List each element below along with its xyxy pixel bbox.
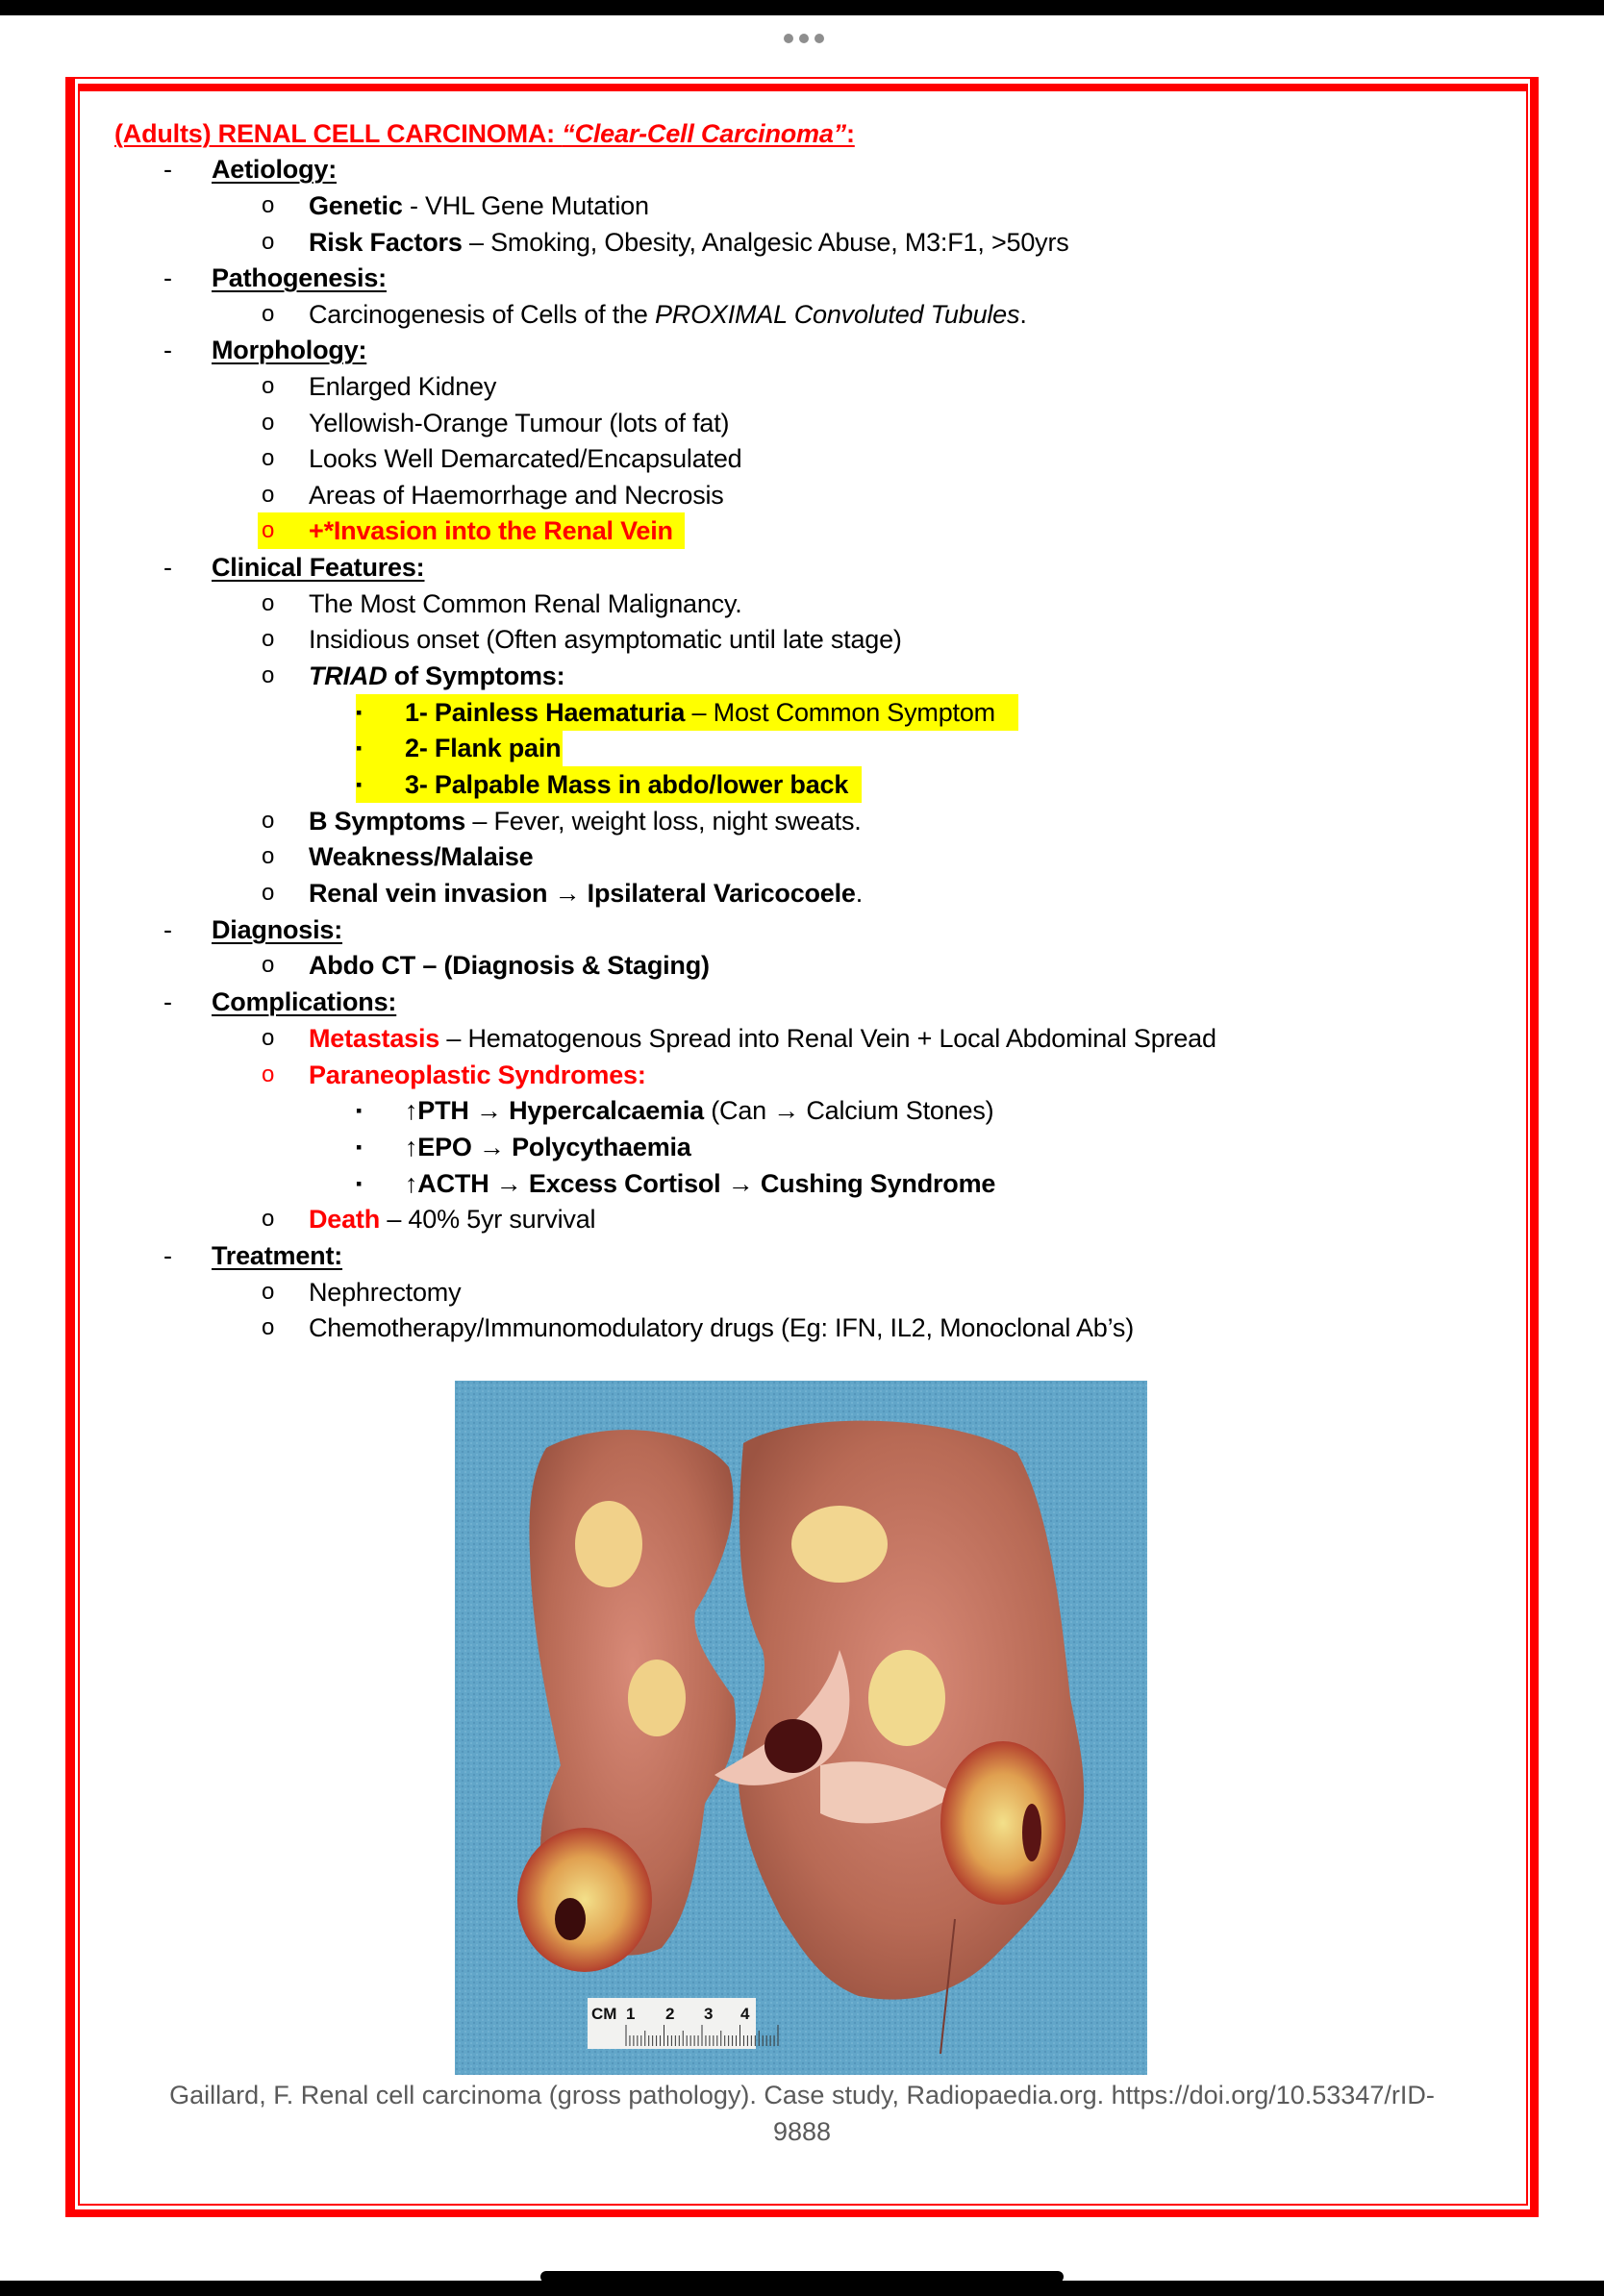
item-text: - VHL Gene Mutation [402,191,649,220]
circle-bullet-icon: o [262,843,275,869]
item-red: Death [309,1205,381,1234]
more-options-icon[interactable] [784,34,824,43]
item-bold: Abdo CT – (Diagnosis & Staging) [309,951,710,980]
caption-line: 9888 [772,2117,832,2146]
circle-bullet-icon: o [262,1025,275,1051]
item-italic: PROXIMAL Convoluted Tubules [655,300,1020,329]
item-red: Paraneoplastic Syndromes: [309,1061,646,1089]
item-text: Nephrectomy [309,1278,462,1307]
item-bold: Risk Factors [309,228,463,257]
ruler-label: CM [591,2005,617,2023]
circle-bullet-icon: o [262,808,275,834]
item-text: – Smoking, Obesity, Analgesic Abuse, M3:F1, >50yrs [462,228,1069,257]
dash-bullet: - [163,263,172,292]
item-bold: 3- Palpable Mass in abdo/lower back [405,770,849,799]
circle-bullet-icon: o [262,445,275,471]
scale-ruler [588,1998,778,2049]
circle-bullet-icon: o [262,373,275,399]
kidney-illustration [455,1381,1147,2075]
item-text: +*Invasion into the Renal Vein [309,516,673,545]
square-bullet-icon: ▪ [356,1174,363,1193]
ruler-tick-label: 2 [665,2005,675,2023]
item-text: Insidious onset (Often asymptomatic until late stage) [309,625,902,654]
square-bullet-icon: ▪ [356,1137,363,1157]
circle-bullet-icon: o [262,590,275,616]
heading-text: Diagnosis: [212,915,343,944]
heading-text: Pathogenesis: [212,263,387,292]
item-text: . [855,879,864,908]
item-bold: 2- Flank pain [405,734,562,762]
item-bold: ↑PTH → Hypercalcaemia [405,1096,704,1125]
circle-bullet-icon: o [262,1314,275,1340]
circle-bullet-icon: o [262,229,275,255]
circle-bullet-icon: o [262,482,275,508]
title-prefix: (Adults) RENAL CELL CARCINOMA: [114,119,563,148]
circle-bullet-icon: o [262,410,275,436]
circle-bullet-icon: o [262,301,275,327]
circle-bullet-icon: o [262,880,275,906]
item-bold: 1- Painless Haematuria [405,698,686,727]
title-subtitle: “Clear-Cell Carcinoma” [562,119,846,148]
circle-bullet-icon: o [262,517,275,543]
square-bullet-icon: ▪ [356,703,363,722]
kidney-pathology-photo [455,1381,1147,2075]
ruler-tick-label: 1 [626,2005,636,2023]
item-text: Enlarged Kidney [309,372,497,401]
heading-text: Morphology: [212,336,367,364]
square-bullet-icon: ▪ [356,738,363,758]
item-text: of Symptoms: [387,661,565,690]
item-text: – Hematogenous Spread into Renal Vein + Local Abdominal Spread [439,1024,1216,1053]
caption-line: Gaillard, F. Renal cell carcinoma (gross pathology). Case study, Radiopaedia.org. https://doi.org/10.53347/rID- [169,2081,1435,2109]
heading-text: Complications: [212,987,397,1016]
item-text: Looks Well Demarcated/Encapsulated [309,444,742,473]
item-bold: Genetic [309,191,403,220]
item-text: (Can → Calcium Stones) [703,1096,994,1125]
heading-text: Aetiology: [212,155,337,184]
circle-bullet-icon: o [262,1061,275,1087]
item-text: Chemotherapy/Immunomodulatory drugs (Eg: IFN, IL2, Monoclonal Ab’s) [309,1313,1135,1342]
title-suffix: : [845,119,855,148]
item-bold: Weakness/Malaise [309,842,534,871]
dash-bullet: - [163,987,172,1016]
circle-bullet-icon: o [262,1206,275,1232]
page-title [114,115,855,152]
item-text: Carcinogenesis of Cells of the [309,300,655,329]
circle-bullet-icon: o [262,626,275,652]
dash-bullet: - [163,336,172,364]
item-text: – Fever, weight loss, night sweats. [465,807,862,836]
home-indicator[interactable] [540,2271,1064,2283]
item-bold: B Symptoms [309,807,466,836]
item-text: . [1019,300,1027,329]
figure-caption [115,2077,1489,2150]
item-bold: ↑EPO → Polycythaemia [405,1133,691,1161]
circle-bullet-icon: o [262,192,275,218]
circle-bullet-icon: o [262,952,275,978]
item-bold: Renal vein invasion → Ipsilateral Varicocoele [309,879,856,908]
heading-text: Treatment: [212,1241,343,1270]
item-text: Areas of Haemorrhage and Necrosis [309,481,724,510]
document-page [0,15,1604,2281]
ruler-tick-label: 4 [740,2005,750,2023]
item-text: – 40% 5yr survival [380,1205,596,1234]
square-bullet-icon: ▪ [356,775,363,794]
item-text: The Most Common Renal Malignancy. [309,589,742,618]
dash-bullet: - [163,1241,172,1270]
heading-text: Clinical Features: [212,553,425,582]
dash-bullet: - [163,915,172,944]
item-red: Metastasis [309,1024,440,1053]
dash-bullet: - [163,553,172,582]
item-text: Yellowish-Orange Tumour (lots of fat) [309,409,730,437]
item-text: – Most Common Symptom [685,698,995,727]
circle-bullet-icon: o [262,662,275,688]
circle-bullet-icon: o [262,1279,275,1305]
square-bullet-icon: ▪ [356,1101,363,1120]
item-italic: TRIAD [309,661,388,690]
ruler-tick-label: 3 [704,2005,714,2023]
dash-bullet: - [163,155,172,184]
item-bold: ↑ACTH → Excess Cortisol → Cushing Syndrome [405,1169,996,1198]
